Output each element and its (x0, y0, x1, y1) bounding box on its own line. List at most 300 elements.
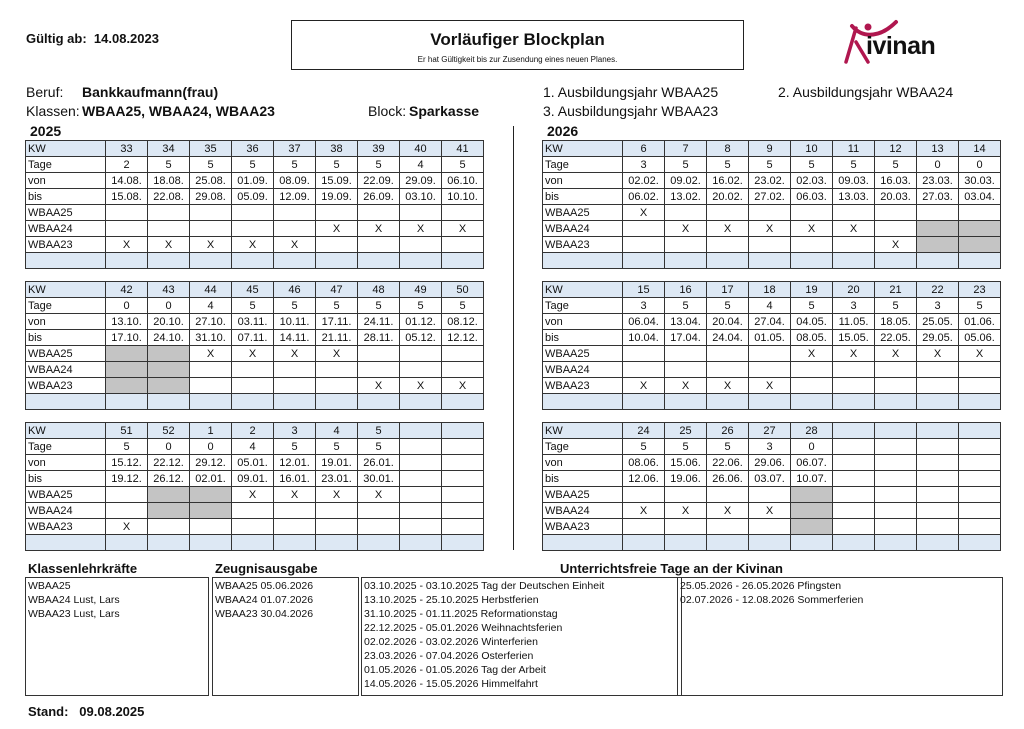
table-cell (665, 253, 707, 269)
table-cell: 13.03. (833, 189, 875, 205)
table-cell (358, 503, 400, 519)
ferien-line: 02.02.2026 - 03.02.2026 Winterferien (364, 636, 538, 648)
table-cell (665, 394, 707, 410)
table-cell (959, 439, 1001, 455)
table-cell: 08.06. (623, 455, 665, 471)
kw-table-right-2 (542, 281, 1001, 410)
table-cell: 05.06. (959, 330, 1001, 346)
valid-from (26, 31, 159, 46)
ferien-line: 02.07.2026 - 12.08.2026 Sommerferien (680, 594, 864, 606)
table-cell: 22 (917, 282, 959, 298)
table-cell (875, 455, 917, 471)
table-cell (917, 394, 959, 410)
table-cell (442, 503, 484, 519)
von-row (26, 455, 484, 471)
table-cell (707, 535, 749, 551)
table-cell: 40 (400, 141, 442, 157)
table-cell: 37 (274, 141, 316, 157)
table-cell: X (400, 221, 442, 237)
class-row (543, 503, 1001, 519)
lehrkraefte-heading: Klassenlehrkräfte (28, 561, 138, 576)
tage-row (26, 157, 484, 173)
table-cell: 30.01. (358, 471, 400, 487)
table-cell (623, 535, 665, 551)
table-cell: 12.01. (274, 455, 316, 471)
table-cell (106, 535, 148, 551)
table-cell (232, 221, 274, 237)
row-label: WBAA24 (543, 221, 623, 237)
table-cell (959, 519, 1001, 535)
table-cell (665, 362, 707, 378)
table-cell (917, 439, 959, 455)
table-cell: X (875, 346, 917, 362)
table-cell (749, 205, 791, 221)
table-cell: 12.12. (442, 330, 484, 346)
table-cell: X (749, 503, 791, 519)
row-label: WBAA25 (26, 487, 106, 503)
table-cell (833, 237, 875, 253)
table-cell: 30.03. (959, 173, 1001, 189)
table-cell: 10.07. (791, 471, 833, 487)
table-cell (917, 487, 959, 503)
table-cell (148, 205, 190, 221)
von-row (543, 314, 1001, 330)
footer-row (26, 253, 484, 269)
table-cell (623, 346, 665, 362)
table-cell (833, 423, 875, 439)
table-cell: X (707, 221, 749, 237)
row-label: von (543, 314, 623, 330)
footer-row (26, 535, 484, 551)
table-cell (106, 503, 148, 519)
tage-row (543, 298, 1001, 314)
footer-row (543, 253, 1001, 269)
table-cell: 29.12. (190, 455, 232, 471)
table-cell (274, 503, 316, 519)
table-cell: X (623, 205, 665, 221)
table-cell: 23.03. (917, 173, 959, 189)
table-cell (442, 471, 484, 487)
lehrkraft-line: WBAA25 (28, 580, 71, 592)
table-cell: 23 (959, 282, 1001, 298)
ferien-line: 22.12.2025 - 05.01.2026 Weihnachtsferien (364, 622, 563, 634)
table-cell: 08.09. (274, 173, 316, 189)
kw-table-right-3 (542, 422, 1001, 551)
table-cell: 13.02. (665, 189, 707, 205)
table-cell (665, 519, 707, 535)
table-cell: 03.11. (232, 314, 274, 330)
table-cell: 26.01. (358, 455, 400, 471)
table-cell: 10.11. (274, 314, 316, 330)
table-cell: 14.08. (106, 173, 148, 189)
row-label: bis (543, 471, 623, 487)
bis-row (543, 330, 1001, 346)
table-cell: 2 (232, 423, 274, 439)
table-cell (274, 535, 316, 551)
table-cell: 0 (148, 439, 190, 455)
table-cell: 47 (316, 282, 358, 298)
table-cell (400, 237, 442, 253)
table-cell (875, 205, 917, 221)
ferien-line: 03.10.2025 - 03.10.2025 Tag der Deutschen Einheit (364, 580, 605, 592)
table-cell: 27.03. (917, 189, 959, 205)
table-cell: 4 (232, 439, 274, 455)
kw-row (26, 141, 484, 157)
table-cell (190, 394, 232, 410)
row-label: WBAA23 (26, 237, 106, 253)
table-cell (623, 519, 665, 535)
table-cell (232, 378, 274, 394)
table-cell: 0 (190, 439, 232, 455)
table-cell: 15.06. (665, 455, 707, 471)
table-cell (875, 503, 917, 519)
table-cell: 19.12. (106, 471, 148, 487)
table-cell: 5 (833, 157, 875, 173)
footer-row (543, 535, 1001, 551)
table-cell (190, 253, 232, 269)
tage-row (543, 439, 1001, 455)
table-cell (833, 362, 875, 378)
table-cell: 25 (665, 423, 707, 439)
ferien-line: 14.05.2026 - 15.05.2026 Himmelfahrt (364, 678, 538, 690)
table-cell: 20.04. (707, 314, 749, 330)
table-cell (400, 487, 442, 503)
kw-table-left-2 (25, 281, 484, 410)
table-cell: 0 (917, 157, 959, 173)
table-cell (232, 519, 274, 535)
von-row (543, 173, 1001, 189)
table-cell: X (791, 221, 833, 237)
table-cell: 3 (623, 298, 665, 314)
table-cell: X (833, 221, 875, 237)
stand-label: Stand: (28, 704, 69, 719)
class-row (26, 519, 484, 535)
table-cell (917, 503, 959, 519)
table-cell: 21 (875, 282, 917, 298)
table-cell: 27.02. (749, 189, 791, 205)
class-row (26, 237, 484, 253)
table-cell (749, 535, 791, 551)
klassen-value: WBAA25, WBAA24, WBAA23 (82, 103, 275, 119)
class-row (26, 378, 484, 394)
table-cell: 5 (232, 298, 274, 314)
table-cell (917, 519, 959, 535)
table-cell: 49 (400, 282, 442, 298)
table-cell (316, 535, 358, 551)
table-cell: 41 (442, 141, 484, 157)
table-cell (106, 221, 148, 237)
row-label: Tage (26, 157, 106, 173)
table-cell (791, 535, 833, 551)
table-cell (791, 503, 833, 519)
table-cell (665, 237, 707, 253)
table-cell (316, 394, 358, 410)
table-cell (791, 253, 833, 269)
table-cell: 11.05. (833, 314, 875, 330)
von-row (26, 173, 484, 189)
table-cell: 4 (400, 157, 442, 173)
row-label: Tage (26, 439, 106, 455)
table-cell: 17.10. (106, 330, 148, 346)
table-cell: 0 (106, 298, 148, 314)
table-cell (358, 346, 400, 362)
table-cell: 5 (358, 298, 400, 314)
row-label (26, 394, 106, 410)
table-cell (316, 503, 358, 519)
table-cell (959, 455, 1001, 471)
table-cell (148, 519, 190, 535)
ferien-line: 23.03.2026 - 07.04.2026 Osterferien (364, 650, 534, 662)
zeugnis-line: WBAA23 30.04.2026 (215, 608, 314, 620)
tage-row (543, 157, 1001, 173)
bis-row (26, 189, 484, 205)
table-cell: 5 (316, 439, 358, 455)
table-cell: 29.05. (917, 330, 959, 346)
table-cell (190, 378, 232, 394)
table-cell: 25.05. (917, 314, 959, 330)
class-row (26, 362, 484, 378)
row-label: von (543, 173, 623, 189)
class-row (543, 237, 1001, 253)
table-cell (442, 487, 484, 503)
class-row (543, 487, 1001, 503)
table-cell (190, 487, 232, 503)
table-cell: 5 (358, 423, 400, 439)
table-cell (400, 439, 442, 455)
table-cell: 24 (623, 423, 665, 439)
table-cell: 18.05. (875, 314, 917, 330)
table-cell: 24.04. (707, 330, 749, 346)
class-row (26, 346, 484, 362)
class-row (26, 487, 484, 503)
table-cell (190, 221, 232, 237)
table-cell (959, 487, 1001, 503)
table-cell (400, 253, 442, 269)
table-cell (749, 346, 791, 362)
table-cell (442, 237, 484, 253)
row-label: bis (26, 330, 106, 346)
table-cell (106, 487, 148, 503)
table-cell: 39 (358, 141, 400, 157)
table-cell (316, 253, 358, 269)
table-cell: 34 (148, 141, 190, 157)
table-cell (442, 439, 484, 455)
class-row (543, 221, 1001, 237)
table-cell (274, 221, 316, 237)
table-cell (875, 394, 917, 410)
table-cell: 5 (190, 157, 232, 173)
table-cell: 0 (959, 157, 1001, 173)
table-cell: 5 (316, 157, 358, 173)
table-cell: 20.10. (148, 314, 190, 330)
table-cell (959, 503, 1001, 519)
table-cell (623, 394, 665, 410)
table-cell: 21.11. (316, 330, 358, 346)
row-label: von (26, 455, 106, 471)
lehrkraefte-box (25, 577, 209, 696)
table-cell (707, 253, 749, 269)
table-cell (274, 394, 316, 410)
table-cell (106, 378, 148, 394)
table-cell (665, 346, 707, 362)
table-cell: 33 (106, 141, 148, 157)
table-cell: 07.11. (232, 330, 274, 346)
table-cell: 09.01. (232, 471, 274, 487)
table-cell: 06.03. (791, 189, 833, 205)
row-label: WBAA25 (543, 346, 623, 362)
table-cell (442, 253, 484, 269)
table-cell: 5 (358, 157, 400, 173)
table-cell (959, 253, 1001, 269)
kw-row (543, 282, 1001, 298)
kw-row (543, 141, 1001, 157)
table-cell: 05.09. (232, 189, 274, 205)
table-cell: 5 (623, 439, 665, 455)
table-cell: X (106, 519, 148, 535)
row-label: WBAA23 (543, 378, 623, 394)
table-cell: 05.01. (232, 455, 274, 471)
table-cell: 16.01. (274, 471, 316, 487)
row-label: WBAA23 (26, 519, 106, 535)
table-cell (400, 394, 442, 410)
table-cell (358, 519, 400, 535)
table-cell (665, 487, 707, 503)
table-cell: X (917, 346, 959, 362)
row-label: Tage (543, 298, 623, 314)
table-cell: 22.12. (148, 455, 190, 471)
table-cell: 5 (665, 298, 707, 314)
table-cell: 13.04. (665, 314, 707, 330)
table-cell: 5 (791, 157, 833, 173)
table-cell: 23.01. (316, 471, 358, 487)
row-label: von (26, 314, 106, 330)
table-cell: 35 (190, 141, 232, 157)
table-cell (791, 487, 833, 503)
table-cell (316, 205, 358, 221)
ferien-heading: Unterrichtsfreie Tage an der Kivinan (560, 561, 783, 576)
table-cell: 03.07. (749, 471, 791, 487)
table-cell (959, 205, 1001, 221)
table-cell: X (316, 221, 358, 237)
table-cell (400, 455, 442, 471)
table-cell: 03.04. (959, 189, 1001, 205)
table-cell (875, 487, 917, 503)
table-cell: 7 (665, 141, 707, 157)
table-cell: 06.10. (442, 173, 484, 189)
table-cell (791, 237, 833, 253)
table-cell (833, 394, 875, 410)
table-cell: 48 (358, 282, 400, 298)
row-label: WBAA25 (26, 346, 106, 362)
year-label-2025: 2025 (30, 123, 62, 139)
kw-table-right-1 (542, 140, 1001, 269)
logo-tagline (886, 60, 887, 66)
table-cell: 02.03. (791, 173, 833, 189)
table-cell (358, 205, 400, 221)
row-label: Tage (543, 157, 623, 173)
row-label: WBAA24 (543, 503, 623, 519)
table-cell: X (190, 237, 232, 253)
row-label (543, 253, 623, 269)
table-cell (400, 362, 442, 378)
kw-row (26, 282, 484, 298)
table-cell: 20 (833, 282, 875, 298)
beruf-row (26, 84, 63, 100)
table-cell (959, 535, 1001, 551)
table-cell: 6 (623, 141, 665, 157)
table-cell: 38 (316, 141, 358, 157)
table-cell (148, 378, 190, 394)
kw-table-left-3 (25, 422, 484, 551)
table-cell (623, 221, 665, 237)
table-cell (959, 237, 1001, 253)
table-cell (665, 535, 707, 551)
table-cell (274, 519, 316, 535)
table-cell (623, 253, 665, 269)
row-label: KW (26, 141, 106, 157)
table-cell: 5 (274, 298, 316, 314)
table-cell (232, 253, 274, 269)
table-cell (316, 362, 358, 378)
row-label: KW (543, 282, 623, 298)
table-cell: 24.10. (148, 330, 190, 346)
table-cell: X (665, 221, 707, 237)
table-cell (749, 394, 791, 410)
row-label: WBAA25 (26, 205, 106, 221)
table-cell (148, 221, 190, 237)
table-cell (442, 394, 484, 410)
row-label: KW (26, 423, 106, 439)
table-cell (623, 362, 665, 378)
table-cell: 15.12. (106, 455, 148, 471)
table-cell: X (316, 346, 358, 362)
class-row (543, 205, 1001, 221)
row-label: bis (26, 471, 106, 487)
kw-row (543, 423, 1001, 439)
table-cell: 4 (316, 423, 358, 439)
table-cell: X (665, 503, 707, 519)
table-cell (358, 535, 400, 551)
row-label: KW (543, 423, 623, 439)
table-cell: X (274, 487, 316, 503)
table-cell (232, 503, 274, 519)
ferien-line: 13.10.2025 - 25.10.2025 Herbstferien (364, 594, 539, 606)
table-cell (274, 253, 316, 269)
table-cell: X (316, 487, 358, 503)
table-cell (917, 455, 959, 471)
table-cell (148, 535, 190, 551)
table-cell (707, 362, 749, 378)
table-cell (749, 237, 791, 253)
table-cell: 5 (791, 298, 833, 314)
table-cell (917, 471, 959, 487)
table-cell: X (749, 378, 791, 394)
table-cell: X (148, 237, 190, 253)
table-cell (707, 394, 749, 410)
table-cell: 11 (833, 141, 875, 157)
table-cell (106, 346, 148, 362)
row-label: WBAA25 (543, 487, 623, 503)
table-cell: 26 (707, 423, 749, 439)
table-cell: 42 (106, 282, 148, 298)
table-cell: 17 (707, 282, 749, 298)
table-cell: 5 (875, 157, 917, 173)
table-cell (875, 439, 917, 455)
table-cell: 26.06. (707, 471, 749, 487)
table-cell: 5 (442, 298, 484, 314)
table-cell: 06.07. (791, 455, 833, 471)
stand-date: 09.08.2025 (79, 704, 145, 719)
